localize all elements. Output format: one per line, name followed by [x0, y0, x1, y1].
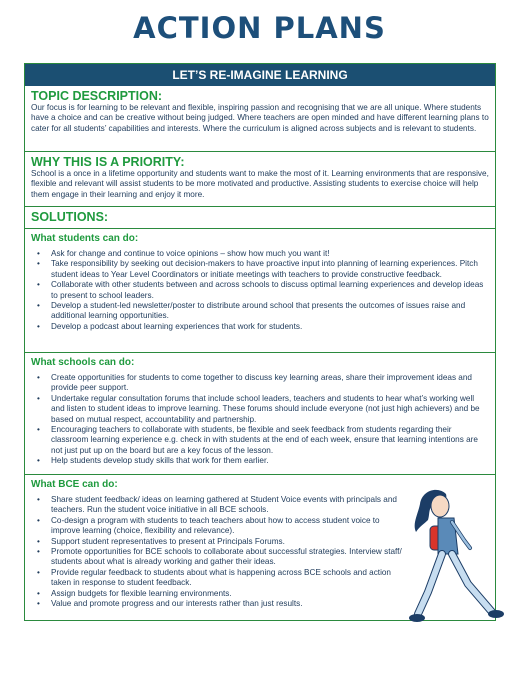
banner: LET’S RE-IMAGINE LEARNING — [25, 64, 495, 86]
list-item: • Share student feedback/ ideas on learning gathered at Student Voice events with principals and teachers. Run the student voice initiative in all BCE schools. — [31, 495, 403, 516]
list-item: • Develop a podcast about learning experiences that work for students. — [31, 322, 486, 332]
topic-heading: TOPIC DESCRIPTION: — [31, 89, 163, 103]
list-item: • Ask for change and continue to voice opinions – show how much you want it! — [31, 249, 486, 259]
walking-student-illustration — [408, 484, 508, 634]
list-item: • Promote opportunities for BCE schools to collaborate about successful strategies. Interview staff/ students about what is already working and gather their ideas. — [31, 547, 403, 568]
students-heading: What students can do: — [31, 233, 139, 244]
bce-list — [31, 495, 403, 609]
list-item: • Encouraging teachers to collaborate with students, be flexible and seek feedback from students regarding their classroom learning experience e.g. check in with students at the end of each week, ensure that learning intentions are not just put up on the board but are a key focus of the lesson. — [31, 425, 486, 456]
list-item: • Value and promote progress and our interests rather than just results. — [31, 599, 403, 609]
list-item: • Assign budgets for flexible learning environments. — [31, 589, 403, 599]
bce-heading: What BCE can do: — [31, 479, 118, 490]
list-item: • Support student representatives to present at Principals Forums. — [31, 537, 403, 547]
list-item: • Help students develop study skills that work for them earlier. — [31, 456, 486, 466]
schools-heading: What schools can do: — [31, 357, 135, 368]
list-item: • Take responsibility by seeking out decision-makers to have proactive input into planning of learning experiences. Pitch student ideas to Year Level Coordinators or initiate meetings with teachers to provide constructive feedback. — [31, 259, 486, 280]
divider — [25, 474, 495, 475]
topic-text: Our focus is for learning to be relevant and flexible, inspiring passion and recognising that we are all unique. Where students have a choice and can be creative without being judged. Where teachers are open minded and have different learning plans to cater for all students’ capabilities and interests. Where the curriculum is aligned across subjects and is relevant to students. — [31, 103, 489, 133]
list-item: • Undertake regular consultation forums that include school leaders, teachers and students to hear what’s working well and listen to student ideas to improve learning. These forums should include everyone (not just high achievers) and be based on mutual respect, accountability and partnership. — [31, 394, 486, 425]
list-item: • Create opportunities for students to come together to discuss key learning areas, share their improvement ideas and provide peer support. — [31, 373, 486, 394]
list-item: • Develop a student-led newsletter/poster to distribute around school that presents the outcomes of issues raise and additional learning opportunities. — [31, 301, 486, 322]
students-list — [31, 249, 486, 332]
list-item: • Provide regular feedback to students about what is happening across BCE schools and action taken in response to student feedback. — [31, 568, 403, 589]
list-item: • Collaborate with other students between and across schools to discuss optimal learning experiences and develop ideas to present to school leaders. — [31, 280, 486, 301]
page-title: ACTION PLANS — [133, 11, 386, 45]
divider — [25, 352, 495, 353]
schools-list — [31, 373, 486, 467]
priority-text: School is a once in a lifetime opportunity and students want to make the most of it. Learning environments that are responsive, flexible and relevant will assist students to be more motivated and productive. Assisting students to exercise choice will help them engage in their learning and enjoy it more. — [31, 169, 489, 199]
priority-heading: WHY THIS IS A PRIORITY: — [31, 155, 185, 169]
divider — [25, 151, 495, 152]
solutions-heading: SOLUTIONS: — [31, 210, 109, 224]
list-item: • Co-design a program with students to teach teachers about how to access student voice to improve learning (choice, flexibility and relevance). — [31, 516, 403, 537]
divider — [25, 228, 495, 229]
divider — [25, 206, 495, 207]
